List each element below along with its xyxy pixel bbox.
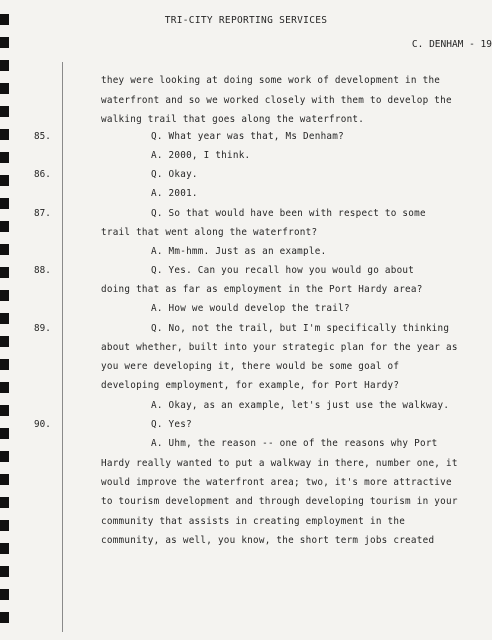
transcript-line: Hardy really wanted to put a walkway in there, number one, it [101, 458, 458, 469]
binding-hole [0, 313, 9, 324]
binding-hole [0, 451, 9, 462]
transcript-line: A. How we would develop the trail? [151, 303, 350, 314]
binding-hole [0, 612, 9, 623]
page-label: C. DENHAM - 19 [411, 39, 492, 50]
binding-hole [0, 152, 9, 163]
reporting-service-title: TRI-CITY REPORTING SERVICES [164, 15, 328, 26]
transcript-line: community that assists in creating employment in the [101, 516, 406, 527]
binding-hole [0, 336, 9, 347]
binding-hole [0, 290, 9, 301]
transcript-line: community, as well, you know, the short term jobs created [101, 535, 435, 546]
binding-hole [0, 267, 9, 278]
binding-hole [0, 543, 9, 554]
transcript-line: they were looking at doing some work of development in the [101, 75, 441, 86]
binding-hole [0, 428, 9, 439]
question-number: 86. [34, 169, 51, 180]
question-number: 88. [34, 265, 51, 276]
transcript-line: Q. Yes? [151, 419, 192, 430]
binding-hole [0, 520, 9, 531]
binding-hole [0, 175, 9, 186]
transcript-line: to tourism development and through developing tourism in your [101, 496, 458, 507]
binding-hole [0, 359, 9, 370]
transcript-line: about whether, built into your strategic plan for the year as [101, 342, 458, 353]
transcript-line: doing that as far as employment in the Port Hardy area? [101, 284, 423, 295]
transcript-line: developing employment, for example, for Port Hardy? [101, 380, 400, 391]
transcript-line: A. 2001. [151, 188, 198, 199]
transcript-line: Q. So that would have been with respect to some [151, 208, 426, 219]
binding-hole [0, 198, 9, 209]
binding-hole [0, 589, 9, 600]
binding-hole [0, 60, 9, 71]
binding-hole [0, 221, 9, 232]
binding-hole [0, 37, 9, 48]
binding-hole [0, 129, 9, 140]
transcript-line: Q. No, not the trail, but I'm specifically thinking [151, 323, 450, 334]
transcript-line: Q. What year was that, Ms Denham? [151, 131, 344, 142]
question-number: 87. [34, 208, 51, 219]
transcript-line: A. Uhm, the reason -- one of the reasons why Port [151, 438, 438, 449]
question-number: 85. [34, 131, 51, 142]
binding-hole [0, 474, 9, 485]
binding-hole [0, 382, 9, 393]
question-number: 89. [34, 323, 51, 334]
margin-rule [62, 62, 63, 632]
question-number: 90. [34, 419, 51, 430]
binding-hole [0, 106, 9, 117]
transcript-line: trail that went along the waterfront? [101, 227, 318, 238]
transcript-line: you were developing it, there would be some goal of [101, 361, 400, 372]
binding-hole [0, 83, 9, 94]
binding-hole [0, 497, 9, 508]
binding-hole [0, 566, 9, 577]
transcript-line: A. Okay, as an example, let's just use the walkway. [151, 400, 450, 411]
transcript-line: Q. Yes. Can you recall how you would go about [151, 265, 415, 276]
transcript-line: would improve the waterfront area; two, it's more attractive [101, 477, 452, 488]
transcript-line: walking trail that goes along the waterfront. [101, 114, 365, 125]
transcript-line: waterfront and so we worked closely with them to develop the [101, 95, 452, 106]
transcript-line: A. Mm-hmm. Just as an example. [151, 246, 327, 257]
transcript-line: Q. Okay. [151, 169, 198, 180]
transcript-line: A. 2000, I think. [151, 150, 251, 161]
binding-hole [0, 405, 9, 416]
binding-holes [0, 0, 14, 640]
binding-hole [0, 244, 9, 255]
